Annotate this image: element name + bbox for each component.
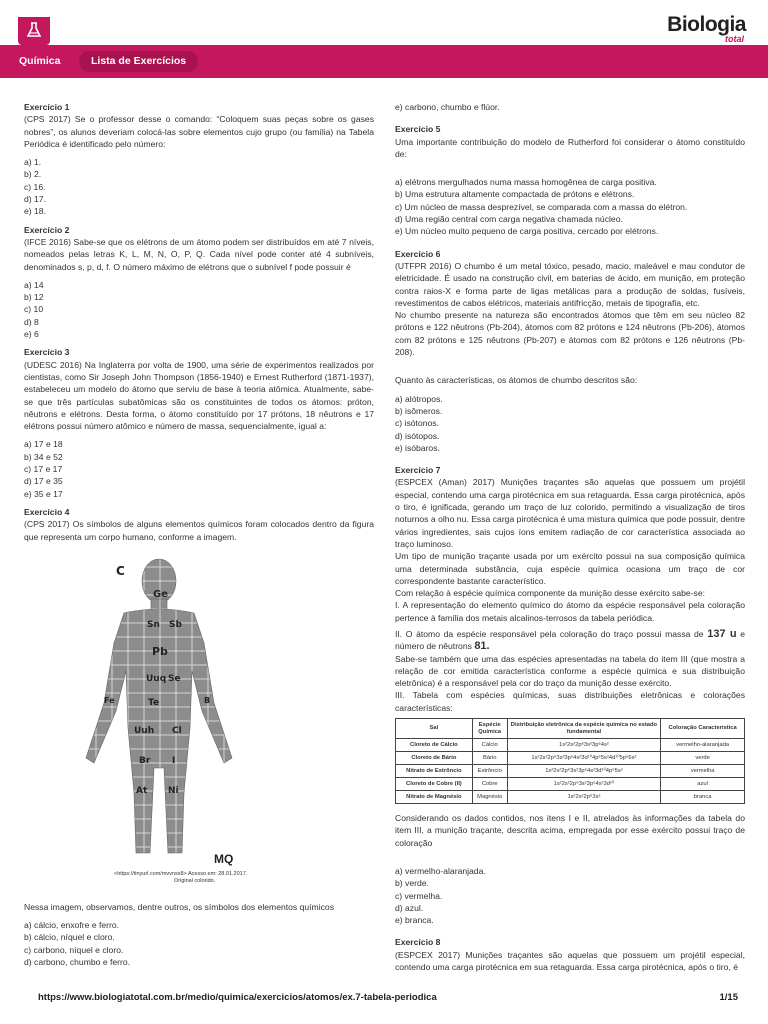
exercise-5 bbox=[395, 123, 745, 237]
table-row bbox=[396, 739, 745, 752]
figure-symbol: Br bbox=[139, 755, 151, 766]
exercise-text: (CPS 2017) Se o professor desse o comando: “Coloquem suas peças sobre os gases nobres”, os alunos deveriam colocá-las sobre elementos cujo grupo (ou família) na Tabela Periódica é identificado pelo número: bbox=[24, 114, 374, 149]
exercise-1 bbox=[24, 101, 374, 218]
option: e) 18. bbox=[24, 206, 46, 217]
option: c) carbono, níquel e cloro. bbox=[24, 944, 124, 955]
table-header: Espécie Química bbox=[472, 719, 507, 739]
option: e) carbono, chumbo e flúor. bbox=[395, 102, 500, 112]
exercise-text: (IFCE 2016) Sabe-se que os elétrons de um átomo podem ser distribuídos em até 7 níveis, nomeados pelas letras K, L, M, N, O, P, Q. Cada nível pode conter até 4 subníveis, denominados s, p, d, f. O número máximo de elétrons que o subnível f pode possuir é bbox=[24, 236, 374, 272]
exercise-text: (UDESC 2016) Na Inglaterra por volta de 1900, uma série de experimentos realizados por cientistas, como Sir Joseph John Thompson (1856-1940) e Ernest Rutherford (1871-1937), estabeleceu um modelo do átomo que serviu de base à teoria atômica. Atualmente, sabe-se que três partículas subatômicas são os constituintes de todos os átomos: próton, nêutrons e elétrons. Desta forma, o átomo constituído por 17 prótons, 18 nêutrons e 17 elétrons possui número atômico e número de massa, sequencialmente, igual a: bbox=[24, 359, 374, 432]
exercise-text: (ESPCEX (Aman) 2017) Munições traçantes são aquelas que possuem um projétil especial, contendo uma carga pirotécnica em sua retaguarda. Essa carga pirotécnica, após o tiro, é ignificada, gerando um traço de luz colorido, permitindo a visualização de tiros noturnos a olho nu. Essa carga pirotécnica é uma mistura química que pode possuir, dentre vários ingredientes, sais cujos íons emitem radiação de cor característica associada ao traço luminoso. bbox=[395, 477, 745, 549]
figure-symbol: Sn bbox=[147, 619, 160, 630]
option: c) Um núcleo de massa desprezível, se comparada com a massa do elétron. bbox=[395, 201, 688, 212]
page-footer bbox=[38, 992, 738, 1004]
table-row bbox=[396, 765, 745, 778]
option: b) verde. bbox=[395, 878, 429, 889]
right-column bbox=[395, 101, 745, 973]
option: d) Uma região central com carga negativa chamada núcleo. bbox=[395, 214, 623, 225]
table-cell: Estrôncio bbox=[472, 765, 507, 778]
exercise-text: (UTFPR 2016) O chumbo é um metal tóxico, pesado, macio, maleável e mau condutor de eletricidade. É usado na construção civil, em baterias de ácido, em munição, em proteção contra raios-X e forma parte de ligas metálicas para a produção de soldas, fusíveis, revestimentos de cabos elétricos, materiais antifricção, metais de tipografia, etc. bbox=[395, 260, 745, 308]
option: c) isótonos. bbox=[395, 418, 439, 429]
table-cell: azul bbox=[661, 778, 745, 791]
option: a) alótropos. bbox=[395, 393, 443, 404]
option: a) vermelho-alaranjada. bbox=[395, 865, 486, 876]
option: b) 12 bbox=[24, 292, 44, 303]
option: d) 17. bbox=[24, 194, 46, 205]
left-column bbox=[24, 101, 374, 968]
figure-symbol: B bbox=[204, 695, 211, 705]
page-header bbox=[0, 0, 768, 82]
exercise-text: Com relação à espécie química componente da munição desse exército sabe-se: bbox=[395, 588, 706, 599]
table-cell: Nitrato de Magnésio bbox=[396, 791, 473, 804]
option: e) 6 bbox=[24, 329, 39, 340]
biologia-total-logo[interactable] bbox=[667, 14, 746, 45]
figure-symbol: Ni bbox=[168, 785, 179, 796]
option: e) branca. bbox=[395, 915, 434, 926]
logo-sub-text: total bbox=[725, 34, 744, 44]
exercise-text: I. A representação do elemento químico do átomo da espécie responsável pela coloração pertence à família dos metais alcalinos-terrosos da tabela periódica. bbox=[395, 600, 745, 623]
human-body-silhouette bbox=[64, 553, 254, 873]
salt-table bbox=[395, 718, 745, 804]
subject-label[interactable]: Química bbox=[19, 55, 61, 67]
option: c) 10 bbox=[24, 304, 44, 315]
logo-main-text: Biologia bbox=[667, 13, 746, 36]
item2-text: e bbox=[740, 628, 745, 639]
table-cell: Cálcio bbox=[472, 739, 507, 752]
table-cell: 1s²2s²2p⁶3s²3p⁶4s²3d¹⁰4p⁶5s²4d¹⁰5p⁶6s² bbox=[507, 752, 661, 765]
option: d) isótopos. bbox=[395, 430, 440, 441]
figure-symbol: I bbox=[172, 755, 176, 766]
table-cell: branca bbox=[661, 791, 745, 804]
table-header: Distribuição eletrônica da espécie química no estado fundamental bbox=[507, 719, 661, 739]
table-header: Sal bbox=[396, 719, 473, 739]
figure-symbol: Se bbox=[168, 673, 181, 684]
exercise-text: (CPS 2017) Os símbolos de alguns elementos químicos foram colocados dentro da figura que representa um corpo humano, conforme a imagem. bbox=[24, 519, 374, 542]
table-cell: Cloreto de Cobre (II) bbox=[396, 778, 473, 791]
figure-caption-line: Original colorido. bbox=[174, 877, 216, 884]
exercise-title: Exercício 5 bbox=[395, 124, 441, 135]
section-bar bbox=[0, 45, 768, 78]
neutron-value: 81. bbox=[474, 640, 490, 653]
figure-symbol: Fe bbox=[104, 695, 115, 705]
exercise-4 bbox=[24, 506, 374, 968]
flask-icon bbox=[18, 17, 50, 45]
option: a) cálcio, enxofre e ferro. bbox=[24, 920, 120, 931]
table-cell: vermelha bbox=[661, 765, 745, 778]
figure-symbol: Pb bbox=[152, 644, 168, 658]
figure-symbol: Te bbox=[148, 697, 160, 708]
exercise-7 bbox=[395, 464, 745, 926]
option: c) vermelha. bbox=[395, 890, 443, 901]
figure-symbol: Sb bbox=[169, 619, 182, 630]
exercise-text bbox=[395, 628, 745, 653]
table-cell: Cobre bbox=[472, 778, 507, 791]
option: a) 17 e 18 bbox=[24, 439, 63, 450]
exercise-title: Exercício 6 bbox=[395, 248, 441, 259]
option: e) 35 e 17 bbox=[24, 488, 63, 499]
option: c) 17 e 17 bbox=[24, 464, 63, 475]
exercise-question: Quanto às características, os átomos de chumbo descritos são: bbox=[395, 375, 638, 386]
exercise-2 bbox=[24, 224, 374, 341]
figure-symbol: C bbox=[116, 563, 125, 578]
exercise-title: Exercício 7 bbox=[395, 465, 441, 476]
table-cell: 1s²2s²2p⁶3s²3p⁶4s¹3d¹⁰ bbox=[507, 778, 661, 791]
option: b) 34 e 52 bbox=[24, 451, 63, 462]
exercise-text: No chumbo presente na natureza são encontrados átomos que têm em seu núcleo 82 prótons e 122 nêutrons (Pb-204), átomos com 82 prótons e 124 nêutrons (Pb-206), átomos com 82 prótons e 125 nêutrons (Pb-207) e átomos com 82 prótons e 126 nêutrons (Pb-208). bbox=[395, 310, 745, 358]
exercise-question: Considerando os dados contidos, nos itens I e II, atrelados às informações da tabela do item III, a munição traçante, descrita acima, empregada por esse exército possui traço de coloração bbox=[395, 813, 745, 848]
table-cell: 1s²2s²2p⁶3s²3p⁶4s²3d¹⁰4p⁶5s² bbox=[507, 765, 661, 778]
option: d) carbono, chumbo e ferro. bbox=[24, 956, 131, 967]
exercise-8 bbox=[395, 936, 745, 973]
footer-url-link[interactable]: https://www.biologiatotal.com.br/medio/quimica/exercicios/atomos/ex.7-tabela-periodica bbox=[38, 992, 437, 1003]
option: d) azul. bbox=[395, 902, 424, 913]
exercise-text: Uma importante contribuição do modelo de Rutherford foi considerar o átomo constituído de: bbox=[395, 136, 745, 159]
exercise-text: Sabe-se também que uma das espécies apresentadas na tabela do item III (que mostra a relação de cor emitida característica conforme a espécie química e sua distribuição eletrônica) é a responsável pela cor do traço da munição desse exército. bbox=[395, 653, 745, 689]
section-pill[interactable]: Lista de Exercícios bbox=[79, 51, 198, 72]
figure-caption-line: <https://tinyurl.com/mvvnsx8> Acesso em: 28.01.2017. bbox=[114, 870, 248, 877]
figure-caption bbox=[114, 871, 247, 885]
figure-symbol: Uuq bbox=[146, 673, 167, 684]
table-header-row bbox=[396, 719, 745, 739]
option: a) 14 bbox=[24, 279, 44, 290]
page-number: 1/15 bbox=[719, 992, 738, 1003]
table-cell: Cloreto de Cálcio bbox=[396, 739, 473, 752]
table-cell: 1s²2s²2p⁶3s² bbox=[507, 791, 661, 804]
exercise-text: (ESPCEX 2017) Munições traçantes são aquelas que possuem um projétil especial, contendo uma carga pirotécnica em sua retaguarda. Essa carga pirotécnica, após o tiro, é bbox=[395, 949, 745, 973]
option: d) 17 e 35 bbox=[24, 476, 63, 487]
table-cell: Nitrato de Estrôncio bbox=[396, 765, 473, 778]
option: b) isômeros. bbox=[395, 405, 443, 416]
exercise-title: Exercício 3 bbox=[24, 347, 70, 358]
table-cell: Magnésio bbox=[472, 791, 507, 804]
table-row bbox=[396, 752, 745, 765]
figure-symbol: At bbox=[136, 785, 148, 796]
exercise-question: Nessa imagem, observamos, dentre outros, os símbolos dos elementos químicos bbox=[24, 901, 334, 912]
figure-mark: MQ bbox=[214, 851, 234, 866]
exercise-title: Exercício 2 bbox=[24, 224, 70, 235]
item2-text: II. O átomo da espécie responsável pela coloração do traço possui massa de bbox=[395, 628, 704, 639]
exercise-title: Exercício 1 bbox=[24, 102, 70, 112]
option: b) Uma estrutura altamente compactada de prótons e elétrons. bbox=[395, 189, 635, 200]
exercise-6 bbox=[395, 248, 745, 454]
table-row bbox=[396, 778, 745, 791]
exercise-3 bbox=[24, 346, 374, 500]
exercise-title: Exercício 4 bbox=[24, 506, 70, 517]
option: e) isóbaros. bbox=[395, 442, 440, 453]
figure-symbol: Cl bbox=[172, 725, 182, 736]
table-cell: Bário bbox=[472, 752, 507, 765]
option: e) Um núcleo muito pequeno de carga positiva, cercado por elétrons. bbox=[395, 226, 659, 237]
mass-value: 137 u bbox=[707, 627, 737, 640]
table-header: Coloração Característica bbox=[661, 719, 745, 739]
table-cell: vermelho-alaranjada bbox=[661, 739, 745, 752]
option: a) 1. bbox=[24, 157, 42, 168]
option: d) 8 bbox=[24, 316, 39, 327]
human-body-periodic-figure bbox=[64, 553, 254, 893]
figure-symbol: Ge bbox=[153, 588, 168, 600]
exercise-text: III. Tabela com espécies químicas, suas distribuições eletrônicas e colorações características: bbox=[395, 690, 745, 713]
option: a) elétrons mergulhados numa massa homogênea de carga positiva. bbox=[395, 177, 657, 188]
option: b) 2. bbox=[24, 169, 42, 180]
table-cell: 1s²2s²2p⁶3s²3p⁶4s² bbox=[507, 739, 661, 752]
table-cell: verde bbox=[661, 752, 745, 765]
option: c) 16. bbox=[24, 181, 46, 192]
item2-text: número de nêutrons bbox=[395, 641, 472, 652]
exercise-text: Um tipo de munição traçante usada por um exército possui na sua composição química uma determinada substância, cuja espécie química ocasiona um traço de cor correspondente bastante característico. bbox=[395, 551, 745, 586]
option: b) cálcio, níquel e cloro. bbox=[24, 932, 115, 943]
figure-symbol: Uuh bbox=[134, 725, 155, 736]
exercise-title: Exercício 8 bbox=[395, 937, 441, 948]
table-cell: Cloreto de Bário bbox=[396, 752, 473, 765]
table-row bbox=[396, 791, 745, 804]
